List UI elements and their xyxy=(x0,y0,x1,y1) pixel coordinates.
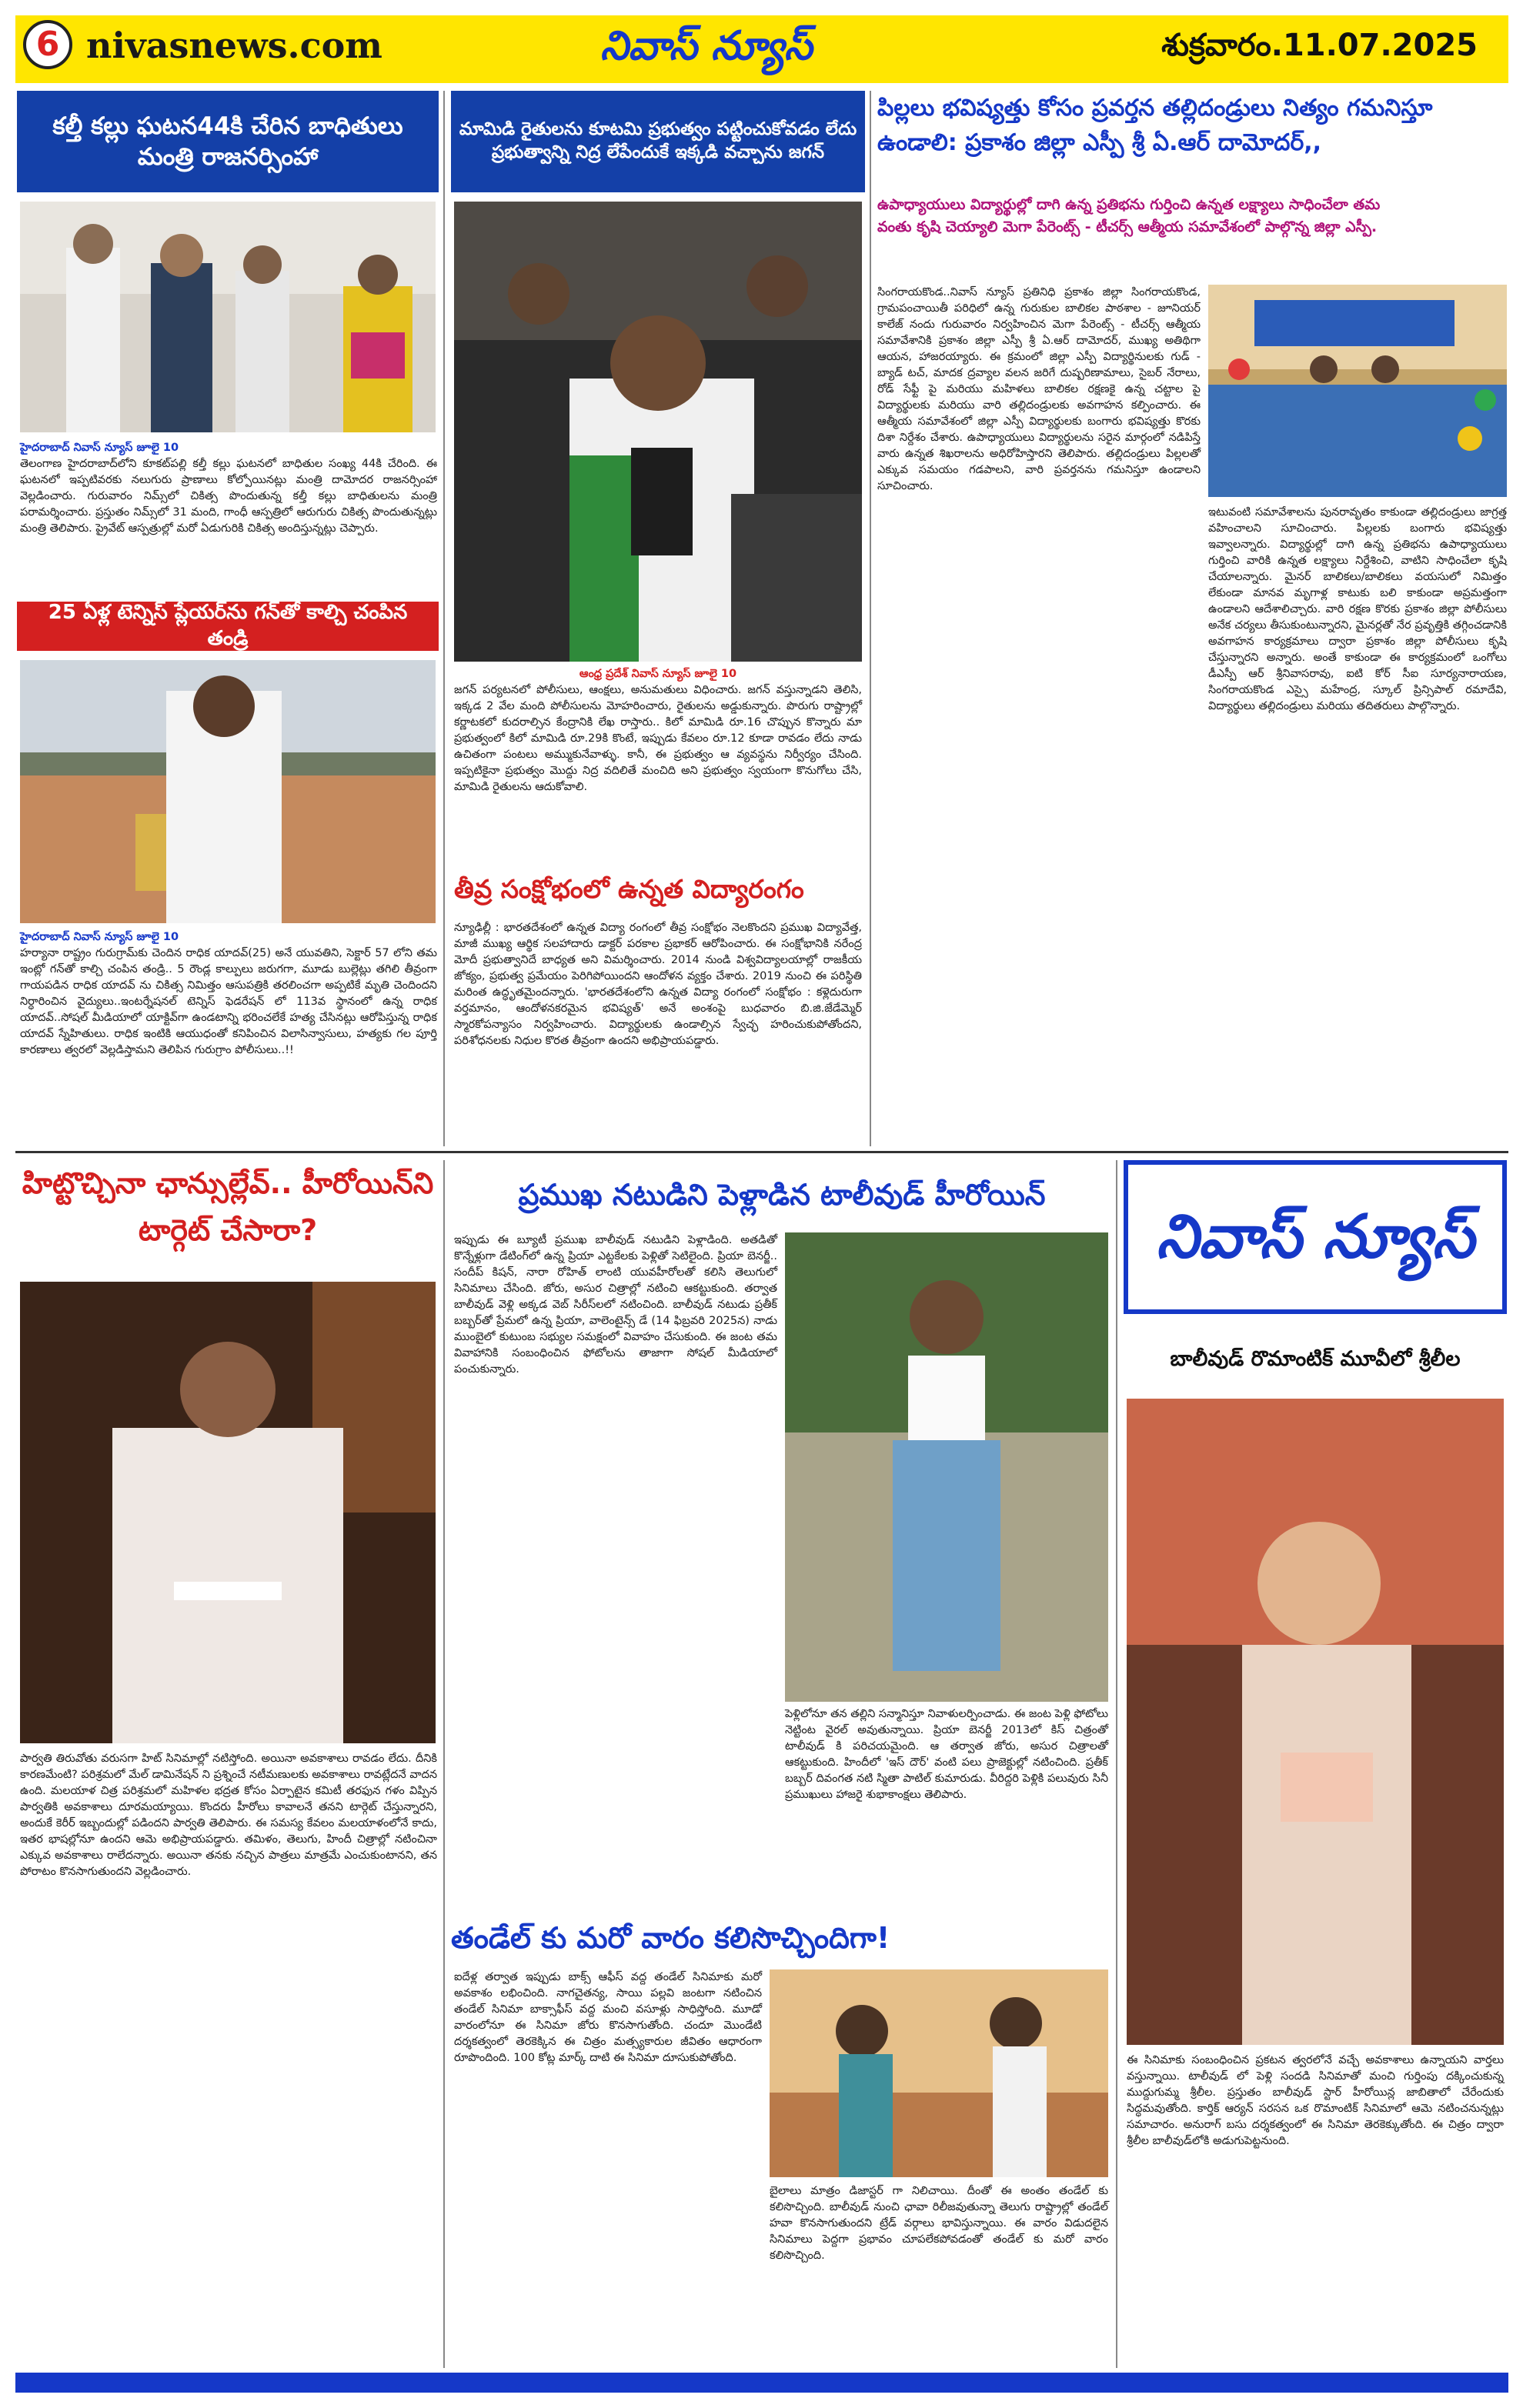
story3-photo xyxy=(454,202,862,662)
story2-text: హర్యానా రాష్ట్రం గురుగ్రామ్‌కు చెందిన రాధిక యాదవ్(25) అనే యువతిని, సెక్టార్ 57 లోని తమ ఇంట్లో గన్‌తో కాల్చి చంపిన తండ్రి.. 5 రౌండ్ల కాల్పులు జరుగగా, మూడు బుల్లెట్లు తగిలి తీవ్రంగా గాయపడిన రాధిక యాదవ్ ను చికిత్స నిమిత్తం ఆసుపత్రికి తరలించగా అప్పటికే మృతి చెందిందని నిర్ధారించిన వైద్యులు..ఇంటర్నేషనల్ టెన్నిస్ ఫెడరేషన్ లో 113వ స్థానంలో ఉన్న రాధిక యాదవ్..సోషల్ మీడియాలో యాక్టివ్‌గా ఉండటాన్ని భరించలేకే హత్య చేసినట్లు ఆరోపిస్తున్న రాధిక యాదవ్ స్నేహితులు. రాధిక ఇంటికి ఆయుధంతో కనిపించిన విలాసిన్వాసులు, హత్యకు గల పూర్తి కారణాలు త్వరలో వెల్లడిస్తామని తెలిపిన గురుగ్రాం పోలీసులు..!! xyxy=(20,947,437,1057)
footer-band xyxy=(15,2373,1508,2393)
story9-photo xyxy=(1127,1399,1504,2045)
story8-body1 xyxy=(454,1969,762,2370)
story4-body xyxy=(454,920,862,1145)
story5-body-cont xyxy=(1208,505,1507,713)
story8-body-cont xyxy=(770,2183,1108,2370)
story2-headline-box xyxy=(17,602,439,651)
story1-text: తెలంగాణ హైదరాబాద్‌లోని కూకట్‌పల్లి కల్తీ కల్లు ఘటనలో బాధితుల సంఖ్య 44కి చేరింది. ఈ ఘటనలో ఇప్పటివరకు నలుగురు ప్రాణాలు కోల్పోయినట్లు మంత్రి దామోదర రాజనర్సింహా వెల్లడించారు. గురువారం నిమ్స్‌లో చికిత్స పొందుతున్న కల్తీ కల్లు బాధితులను మంత్రి పరామర్శించారు. ప్రస్తుతం నిమ్స్‌లో 31 మంది, గాంధీ ఆస్పత్రిలో ఆరుగురు చికిత్స పొందుతున్నట్లు మంత్రి తెలిపారు. ప్రైవేట్ ఆస్పత్రుల్లో మరో ఏడుగురికి చికిత్స అందిస్తున్నట్లు చెప్పారు. xyxy=(20,458,437,535)
story9-text: ఈ సినిమాకు సంబంధించిన ప్రకటన త్వరలోనే వచ్చే అవకాశాలు ఉన్నాయని వార్తలు వస్తున్నాయి. టాలీవుడ్ లో పెళ్లి సందడి సినిమాతో మంచి గుర్తింపు దక్కించుకున్న ముద్దుగుమ్మ శ్రీలీల. ప్రస్తుతం బాలీవుడ్ స్టార్ హీరోయిన్ల జాబితాలో చేరేందుకు సిద్ధమవుతోంది. కార్తిక్ ఆర్యన్ సరసన ఒక రొమాంటిక్ సినిమాలో ఆమె నటించనున్నట్లు సమాచారం. అనురాగ్ బసు దర్శకత్వంలో ఈ సినిమా తెరకెక్కుతోంది. ఈ చిత్రం ద్వారా శ్రీలీల బాలీవుడ్‌లోకి అడుగుపెట్టనుంది. xyxy=(1127,2054,1504,2148)
story7-body1 xyxy=(454,1232,777,1909)
issue-date: శుక్రవారం.11.07.2025 xyxy=(1161,28,1478,63)
site-name[interactable]: nivasnews.com xyxy=(86,25,382,66)
story9-headline[interactable]: బాలీవుడ్ రొమాంటిక్ మూవీలో శ్రీలీల xyxy=(1170,1347,1461,1371)
story2-photo xyxy=(20,660,436,923)
story3-body xyxy=(454,666,862,868)
story1-headline[interactable]: కల్తీ కల్లు ఘటన44కి చేరిన బాధితులు మంత్రి రాజనర్సింహా xyxy=(17,91,439,192)
story7-image xyxy=(785,1232,1108,1702)
story5-image xyxy=(1208,285,1507,497)
brand-box-title: నివాస్ న్యూస్ xyxy=(1156,1202,1475,1272)
column-rule xyxy=(443,91,445,1146)
section-divider xyxy=(15,1151,1508,1153)
story4-text: న్యూఢిల్లీ : భారతదేశంలో ఉన్నత విద్యా రంగంలో తీవ్ర సంక్షోభం నెలకొందని ప్రముఖ విద్యావేత్త, మాజీ ముఖ్య ఆర్థిక సలహాదారు డాక్టర్ పరకాల ప్రభాకర్ ఆరోపించారు. ఈ సంక్షోభానికి నరేంద్ర మోదీ ప్రభుత్వానిదే బాధ్యత అని విమర్శించారు. 2014 నుండి విశ్వవిద్యాలయాల్లో రాజకీయ జోక్యం, ప్రభుత్వ ప్రమేయం పెరిగిపోయిందని ఆందోళన వ్యక్తం చేశారు. 2019 నుంచి ఈ పరిస్థితి మరింత ఉద్ధృతమైందన్నారు. 'భారతదేశంలోని ఉన్నత విద్యా రంగంలో సంక్షోభం : కళ్లెదురుగా వర్తమానం, ఆందోళనకరమైన భవిష్యత్' అనే అంశంపై బుధవారం బి.జి.జేడేమ్మెర్ స్మారకోపన్యాసం నిర్వహించారు. విద్యార్థులకు ఉండాల్సిన స్వేచ్ఛ హరించుకుపోతోందని, పరిశోధనలకు నిధుల కొరత తీవ్రంగా ఉందని అభిప్రాయపడ్డారు. xyxy=(454,922,862,1048)
story7-headline[interactable]: ప్రముఖ నటుడిని పెళ్లాడిన టాలీవుడ్ హీరోయిన్ xyxy=(518,1178,1046,1212)
story3-headline-box xyxy=(451,91,865,192)
story7-text1: ఇప్పుడు ఈ బ్యూటీ ప్రముఖ బాలీవుడ్ నటుడిని పెళ్లాడింది. అతడితో కొన్నేళ్లుగా డేటింగ్‌లో ఉన్న ప్రియా ఎట్టకేలకు పెళ్లితో సెటిలైంది. ప్రియా బెనర్జీ.. సందీప్ కిషన్, నారా రోహిత్ లాంటి యువహీరోలతో కలిసి తెలుగులో సినిమాలు చేసింది. జోరు, అసుర చిత్రాల్లో నటించి ఆకట్టుకుంది. తర్వాత బాలీవుడ్ వెళ్లి అక్కడ వెబ్ సిరీస్‌లలో నటించింది. బాలీవుడ్ నటుడు ప్రతీక్ బబ్బర్‌తో ప్రేమలో ఉన్న ప్రియా, వాలెంటైన్స్ డే (14 ఫిబ్రవరి 2025న) నాడు ముంబైలో కుటుంబ సభ్యుల సమక్షంలో వివాహం చేసుకుంది. ఈ జంట తమ వివాహానికి సంబంధించిన ఫోటోలను తాజాగా సోషల్ మీడియాలో పంచుకున్నారు. xyxy=(454,1234,777,1376)
story6-headline[interactable]: హిట్టొచ్చినా ఛాన్సుల్లేవ్.. హీరోయిన్‌ని టార్గెట్ చేసారా? xyxy=(22,1166,434,1247)
story5-body1 xyxy=(877,285,1201,700)
column-rule-3 xyxy=(443,1160,445,2368)
story8-text1: ఐదేళ్ల తర్వాత ఇప్పుడు బాక్స్ ఆఫీస్ వద్ద తండేల్ సినిమాకు మరో అవకాశం లభించింది. నాగచైతన్య, సాయి పల్లవి జంటగా నటించిన తండేల్ సినిమా బాక్సాఫీస్ వద్ద మంచి వసూళ్లు సాధిస్తోంది. మూడో వారంలోనూ ఈ సినిమా జోరు కొనసాగుతోంది. చందూ మొండేటి దర్శకత్వంలో తెరకెక్కిన ఈ చిత్రం మత్స్యకారుల జీవితం ఆధారంగా రూపొందింది. 100 కోట్ల మార్క్ దాటి ఈ సినిమా దూసుకుపోతోంది. xyxy=(454,1971,762,2065)
story7-headline-box xyxy=(451,1160,1113,1229)
story5-subhead-box xyxy=(877,194,1401,278)
story9-headline-box xyxy=(1124,1325,1507,1394)
story5-subhead: ఉపాధ్యాయులు విద్యార్థుల్లో దాగి ఉన్న ప్రతిభను గుర్తించి ఉన్నత లక్ష్యాలు సాధించేలా తమ వంతు కృషి చెయ్యాలి మెగా పేరెంట్స్ - టీచర్స్ ఆత్మీయ సమావేశంలో పాల్గొన్న జిల్లా ఎస్పీ. xyxy=(877,196,1381,236)
story2-body xyxy=(20,929,437,1145)
column-rule-2 xyxy=(870,91,871,1146)
story1-headline-box xyxy=(17,91,439,192)
story3-byline: ఆంధ్ర ప్రదేశ్ నివాస్ న్యూస్ జూలై 10 xyxy=(579,668,737,680)
story9-body xyxy=(1127,2053,1504,2370)
story5-headline-box xyxy=(877,91,1507,192)
story1-byline: హైదరాబాద్ నివాస్ న్యూస్ జూలై 10 xyxy=(20,442,179,454)
story5-text2: ఇటువంటి సమావేశాలను పునరావృతం కాకుండా తల్లిదండ్రులు జాగ్రత్త వహించాలని సూచించారు. పిల్లలకు బంగారు భవిష్యత్తు ఇవ్వాలన్నారు. విద్యార్థుల్లో దాగి ఉన్న ప్రతిభను ఉపాధ్యాయులు గుర్తించి వారికి ఉన్నత లక్ష్యాలు నిర్దేశించి, వాటిని సాధించేలా కృషి చేయాలన్నారు. మైనర్ బాలికలు/బాలికలు వయసులో నిమిత్తం లేకుండా మానవ మృగాళ్ల కాటుకు బలి కాకుండా అప్రమత్తంగా ఉండాలని ఆదేశాలిచ్చారు. వారి రక్షణ కొరకు ప్రకాశం జిల్లా పోలీసులు అనేక చర్యలు తీసుకుంటున్నారని, మైనర్లతో నేర ప్రవృత్తికి తగ్గించడానికి అవగాహన కార్యక్రమాలు ద్వారా ప్రకాశం జిల్లా పోలీసులు కృషి చేస్తున్నారని అన్నారు. అంతే కాకుండా ఈ కార్యక్రమంలో ఒంగోలు డీఎస్పీ ఆర్ శ్రీనివాసరావు, ఐటి కోర్ సీఐ సూర్యనారాయణ, సింగరాయకొండ ఎస్సై మహేంద్ర, స్కూల్ ప్రిన్సిపాల్ రమాదేవి, విద్యార్థులు తల్లిదండ్రులు మరియు తదితరులు పాల్గొన్నారు. xyxy=(1208,506,1507,713)
story1-photo xyxy=(20,202,436,432)
story8-text2: బైలాలు మాత్రం డిజాస్టర్ గా నిలిచాయి. దీంతో ఈ అంతం తండేల్ కు కలిసొచ్చింది. బాలీవుడ్ నుంచి ఛావా రిలీజవుతున్నా తెలుగు రాష్ట్రాల్లో తండేల్ హవా కొనసాగుతుందని ట్రేడ్ వర్గాలు భావిస్తున్నాయి. ఈ వారం విడుదలైన సినిమాలు పెద్దగా ప్రభావం చూపలేకపోవడంతో తండేల్ కు మరో వారం కలిసొచ్చింది. xyxy=(770,2185,1108,2263)
story7-text2: పెళ్లిలోనూ తన తల్లిని సన్మానిస్తూ నివాళులర్పించాడు. ఈ జంట పెళ్లి ఫోటోలు నెట్టింట వైరల్ అవుతున్నాయి. ప్రియా బెనర్జీ 2013లో కిస్ చిత్రంతో టాలీవుడ్ కి పరిచయమైంది. ఆ తర్వాత జోరు, అసుర చిత్రాలతో ఆకట్టుకుంది. హిందీలో 'ఇస్ దౌర్' వంటి పలు ప్రాజెక్టుల్లో నటించింది. ప్రతీక్ బబ్బర్ దివంగత నటి స్మితా పాటిల్ కుమారుడు. వీరిద్దరి పెళ్లికి పలువురు సినీ ప్రముఖులు హాజరై శుభాకాంక్షలు తెలిపారు. xyxy=(785,1708,1108,1802)
story6-text: పార్వతి తిరువోతు వరుసగా హిట్ సినిమాల్లో నటిస్తోంది. అయినా అవకాశాలు రావడం లేదు. దీనికి కారణమేంటి? పరిశ్రమలో మేల్ డామినేషన్ ని ప్రశ్నించే నటీమణులకు అవకాశాలు రావట్లేదనే వాదన ఉంది. మలయాళ చిత్ర పరిశ్రమలో మహిళల భద్రత కోసం ఏర్పాటైన కమిటీ తరఫున గళం విప్పిన పార్వతికి అవకాశాలు దూరమయ్యాయి. కొందరు హీరోలు కావాలనే తనని టార్గెట్ చేస్తున్నారని, అందుకే కెరీర్ ఇబ్బందుల్లో పడిందని పార్వతి తెలిపారు. ఈ సమస్య కేవలం మలయాళంలోనే కాదు, ఇతర భాషల్లోనూ ఉందని ఆమె అభిప్రాయపడ్డారు. తమిళం, తెలుగు, హిందీ చిత్రాల్లో నటించినా ఎక్కువ అవకాశాలు రాలేదన్నారు. అయినా తనకు నచ్చిన పాత్రలు మాత్రమే ఎంచుకుంటానని, తన పోరాటం కొనసాగుతుందని వెల్లడించారు. xyxy=(20,1753,437,1879)
story7-photo xyxy=(785,1232,1108,1702)
story8-headline-box xyxy=(451,1911,1113,1965)
story5-photo xyxy=(1208,285,1507,497)
story4-headline-box xyxy=(454,874,862,917)
story3-text: జగన్ పర్యటనలో పోలీసులు, ఆంక్షలు, అనుమతులు విధించారు. జగన్ వస్తున్నాడని తెలిసి, ఇక్కడ 2 వేల మంది పోలీసులను మోహరించారు, రైతులను అడ్డుకున్నారు. పొరుగు రాష్ట్రాల్లో కర్ణాటకలో కుదరాల్సిన కేంద్రానికి లేఖ రాస్తారు.. కిలో మామిడి రూ.16 చొప్పున కొన్నారు మా ప్రభుత్వంలో కిలో మామిడి రూ.29కి కొంటే, ఇప్పుడు కేవలం రూ.12 కూడా రావడం లేదు నాడు ఉచితంగా పంటలు అమ్ముకునేవాళ్ళు. కానీ, ఈ ప్రభుత్వం ఆ వ్యవస్థను నిర్వీర్యం చేసింది. ఇప్పటికైనా ప్రభుత్వం మొద్దు నిద్ర వదిలితే మంచిది అని ప్రభుత్వం స్వయంగా కొనుగోలు చేసి, మామిడి రైతులను ఆదుకోవాలి. xyxy=(454,684,862,794)
story5-text1: సింగరాయకొండ..నివాస్ న్యూస్ ప్రతినిధి ప్రకాశం జిల్లా సింగరాయకొండ, గ్రామపంచాయితీ పరిధిలో ఉన్న గురుకుల బాలికల పాఠశాల - జూనియర్ కాలేజ్ నందు గురువారం నిర్వహించిన మెగా పేరెంట్స్ - టీచర్స్ ఆత్మీయ సమావేశానికి ప్రకాశం జిల్లా ఎస్పీ శ్రీ ఏ.ఆర్ దామోదర్, ముఖ్య అతిథిగా ఆయన, హాజరయ్యారు. ఈ క్రమంలో జిల్లా ఎస్పీ విద్యార్థినులకు గుడ్ - బ్యాడ్ టచ్, మాదక ద్రవ్యాల వలన జరిగే దుష్పరిణామాలు, సైబర్ నేరాలు, రోడ్ సేఫ్టీ పై మరియు మహిళలు బాలికల రక్షణకై ఉన్న చట్టాల పై విద్యార్థులకు మరియు వారి తల్లిదండ్రులకు అవగాహన కల్పించారు. ఈ ఆత్మీయ సమావేశంలో జిల్లా ఎస్పీ విద్యార్థులకు బంగారు భవిష్యత్తు కొరకు దిశా నిర్దేశం చేశారు. ఉపాధ్యాయులు విద్యార్థులను సరైన మార్గంలో నడిపిస్తే వారు ఉన్నత శిఖరాలను అధిరోహిస్తారని తెలిపారు. తల్లిదండ్రులు పిల్లలతో ఎక్కువ సమయం గడపాలని, వారి ప్రవర్తనను గమనిస్తూ ఉండాలని సూచించారు. xyxy=(877,286,1201,493)
story6-body xyxy=(20,1751,437,2366)
story6-photo xyxy=(20,1282,436,1743)
story1-image xyxy=(20,202,436,432)
story4-headline[interactable]: తీవ్ర సంక్షోభంలో ఉన్నత విద్యారంగం xyxy=(454,874,804,904)
story3-image xyxy=(454,202,862,662)
story8-photo xyxy=(770,1969,1108,2177)
story1-body xyxy=(20,440,437,594)
page-number: 6 xyxy=(23,20,72,69)
story6-image xyxy=(20,1282,436,1743)
story3-headline[interactable]: మామిడి రైతులను కూటమి ప్రభుత్వం పట్టించుకోవడం లేదు ప్రభుత్వాన్ని నిద్ర లేపేందుకే ఇక్కడి వచ్చాను జగన్ xyxy=(451,91,865,192)
brand-box xyxy=(1124,1160,1507,1314)
masthead xyxy=(15,15,1508,83)
story7-body-cont xyxy=(785,1706,1108,1909)
story9-image xyxy=(1127,1399,1504,2045)
brand-logo: నివాస్ న్యూస్ xyxy=(600,23,813,69)
story6-headline-box xyxy=(17,1160,439,1276)
story8-headline[interactable]: తండేల్ కు మరో వారం కలిసొచ్చిందిగా! xyxy=(451,1921,890,1955)
story5-headline[interactable]: పిల్లలు భవిష్యత్తు కోసం ప్రవర్తన తల్లిదండ్రులు నిత్యం గమనిస్తూ ఉండాలి: ప్రకాశం జిల్లా ఎస్పీ శ్రీ ఏ.ఆర్ దామోదర్,, xyxy=(877,95,1433,156)
story2-image xyxy=(20,660,436,923)
column-rule-4 xyxy=(1116,1160,1117,2368)
story8-image xyxy=(770,1969,1108,2177)
story2-headline[interactable]: 25 ఏళ్ల టెన్నిస్ ప్లేయర్‌ను గన్‌తో కాల్చి చంపిన తండ్రి xyxy=(17,602,439,651)
story2-byline: హైదరాబాద్ నివాస్ న్యూస్ జూలై 10 xyxy=(20,931,179,943)
